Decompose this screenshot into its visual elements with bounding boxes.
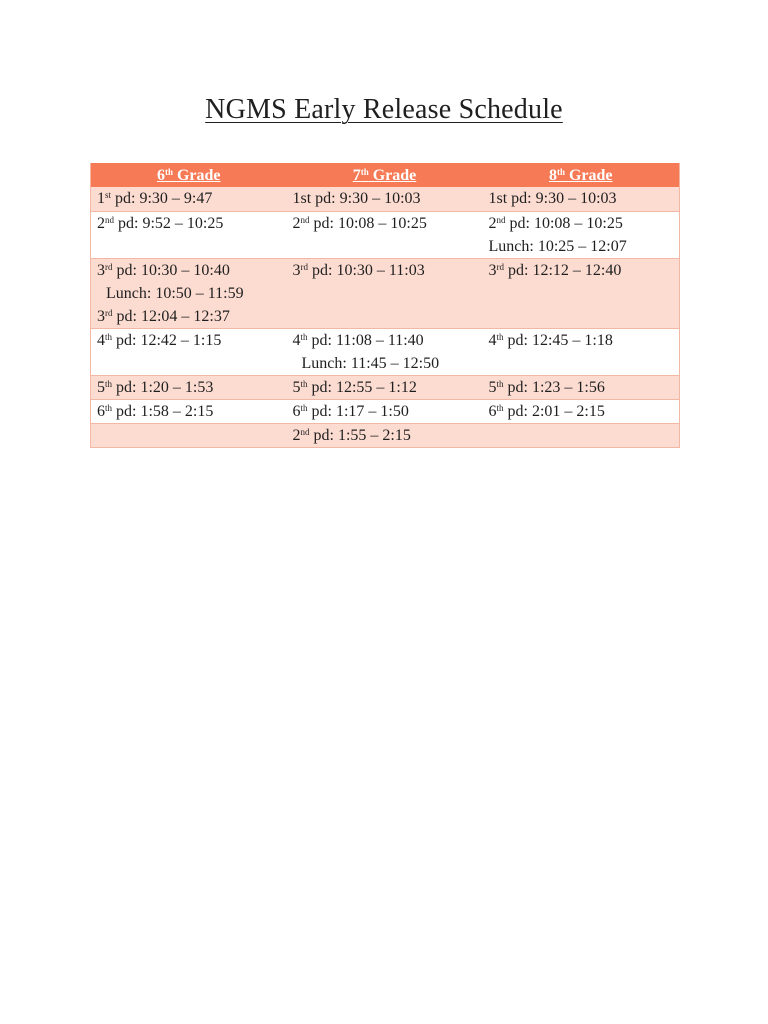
schedule-cell-6th-grade bbox=[91, 328, 287, 375]
schedule-cell-8th-grade bbox=[483, 258, 680, 328]
lunch-entry: Lunch: 10:50 – 11:59 bbox=[106, 284, 244, 302]
period-entry: 4th pd: 12:45 – 1:18 bbox=[488, 331, 613, 349]
schedule-cell-6th-grade bbox=[91, 211, 287, 258]
schedule-cell-6th-grade bbox=[91, 399, 287, 423]
table-row bbox=[91, 423, 680, 447]
period-entry: 3rd pd: 12:12 – 12:40 bbox=[488, 261, 622, 279]
table-row bbox=[91, 211, 680, 258]
period-entry: 4th pd: 12:42 – 1:15 bbox=[97, 331, 222, 349]
period-entry: 3rd pd: 12:04 – 12:37 bbox=[97, 307, 230, 325]
table-header-row bbox=[91, 163, 680, 187]
schedule-cell-8th-grade bbox=[483, 211, 680, 258]
schedule-cell-8th-grade bbox=[483, 399, 680, 423]
schedule-cell-7th-grade bbox=[287, 211, 483, 258]
table-row bbox=[91, 375, 680, 399]
schedule-cell-6th-grade bbox=[91, 375, 287, 399]
table-row bbox=[91, 187, 680, 211]
schedule-cell-8th-grade bbox=[483, 328, 680, 375]
table-row bbox=[91, 328, 680, 375]
period-entry: 3rd pd: 10:30 – 10:40 bbox=[97, 261, 230, 279]
period-entry: 4th pd: 11:08 – 11:40 bbox=[292, 331, 424, 349]
schedule-cell-8th-grade bbox=[483, 375, 680, 399]
schedule-cell-7th-grade bbox=[287, 399, 483, 423]
period-entry: 1st pd: 9:30 – 9:47 bbox=[97, 190, 213, 207]
period-entry: 5th pd: 1:20 – 1:53 bbox=[97, 378, 214, 396]
page-title: NGMS Early Release Schedule bbox=[205, 94, 563, 125]
schedule-cell-7th-grade bbox=[287, 375, 483, 399]
period-entry: 3rd pd: 10:30 – 11:03 bbox=[292, 261, 425, 279]
schedule-cell-7th-grade bbox=[287, 187, 483, 211]
schedule-cell-6th-grade bbox=[91, 423, 287, 447]
schedule-cell-6th-grade bbox=[91, 187, 287, 211]
period-entry: Lunch: 10:25 – 12:07 bbox=[488, 237, 627, 255]
period-entry: 1st pd: 9:30 – 10:03 bbox=[488, 190, 617, 207]
period-entry: 6th pd: 2:01 – 2:15 bbox=[488, 402, 605, 420]
period-entry: 2nd pd: 1:55 – 2:15 bbox=[292, 426, 411, 444]
table-row bbox=[91, 258, 680, 328]
column-header-6th-grade: 6th Grade bbox=[91, 163, 287, 187]
column-header-7th-grade: 7th Grade bbox=[287, 163, 483, 187]
lunch-entry: Lunch: 11:45 – 12:50 bbox=[301, 354, 440, 372]
schedule-table bbox=[90, 163, 680, 448]
schedule-cell-7th-grade bbox=[287, 328, 483, 375]
schedule-cell-6th-grade bbox=[91, 258, 287, 328]
schedule-cell-7th-grade bbox=[287, 258, 483, 328]
period-entry: 1st pd: 9:30 – 10:03 bbox=[292, 190, 421, 207]
schedule-cell-8th-grade bbox=[483, 423, 680, 447]
period-entry: 2nd pd: 10:08 – 10:25 bbox=[292, 214, 427, 232]
period-entry: 6th pd: 1:58 – 2:15 bbox=[97, 402, 214, 420]
schedule-cell-8th-grade bbox=[483, 187, 680, 211]
period-entry: 5th pd: 12:55 – 1:12 bbox=[292, 378, 417, 396]
period-entry: 5th pd: 1:23 – 1:56 bbox=[488, 378, 605, 396]
period-entry: 2nd pd: 10:08 – 10:25 bbox=[488, 214, 623, 232]
column-header-8th-grade: 8th Grade bbox=[483, 163, 680, 187]
period-entry: 2nd pd: 9:52 – 10:25 bbox=[97, 214, 224, 232]
period-entry: 6th pd: 1:17 – 1:50 bbox=[292, 402, 409, 420]
schedule-cell-7th-grade bbox=[287, 423, 483, 447]
table-row bbox=[91, 399, 680, 423]
